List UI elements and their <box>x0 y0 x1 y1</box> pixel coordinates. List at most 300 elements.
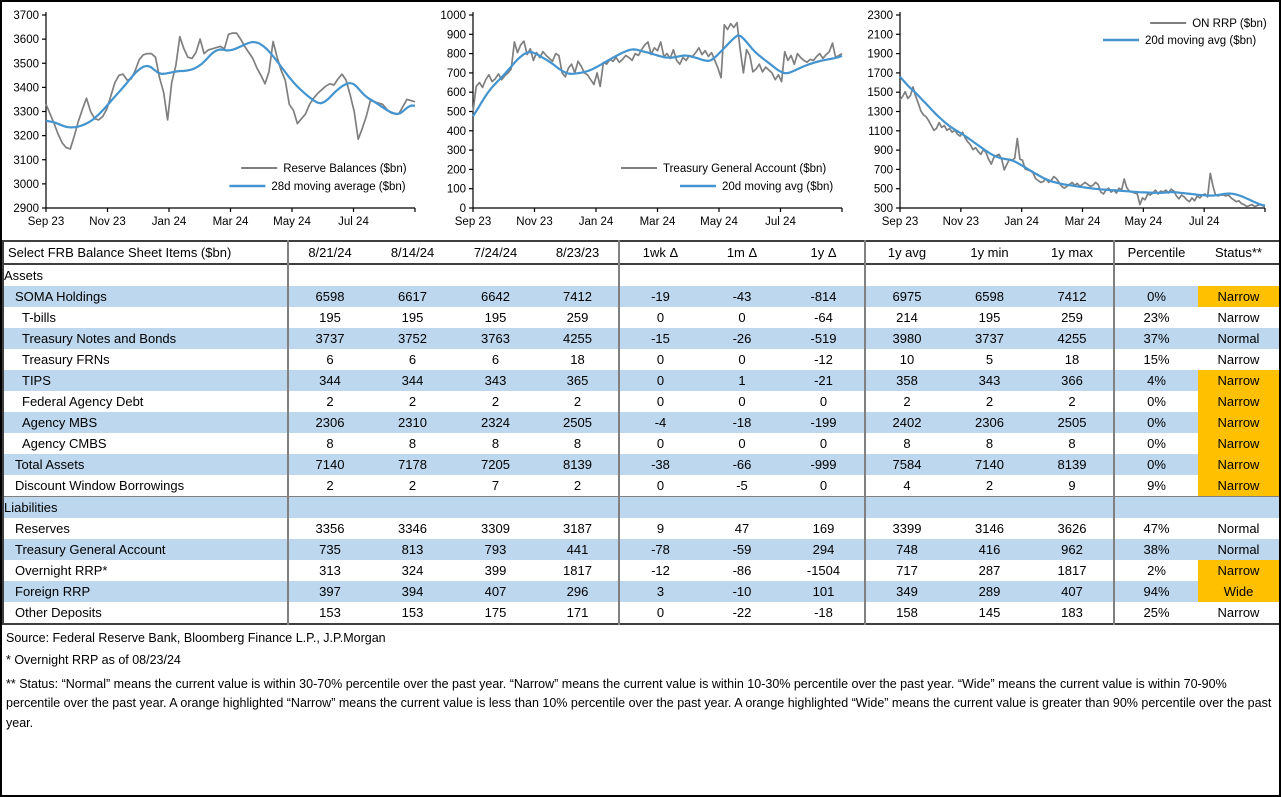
value-cell: -15 <box>619 328 701 349</box>
value-cell: -38 <box>619 454 701 475</box>
value-cell: 2306 <box>948 412 1031 433</box>
svg-text:Jul 24: Jul 24 <box>338 216 369 228</box>
status-cell: Narrow <box>1198 370 1280 391</box>
source-note: Source: Federal Reserve Bank, Bloomberg Finance L.P., J.P.Morgan <box>6 631 386 645</box>
table-row <box>3 518 1280 539</box>
value-cell: -4 <box>619 412 701 433</box>
svg-text:3600: 3600 <box>13 34 39 47</box>
table-row <box>3 286 1280 307</box>
svg-text:Mar 24: Mar 24 <box>1064 216 1101 228</box>
value-cell: 407 <box>454 581 537 602</box>
svg-text:May 24: May 24 <box>1124 216 1163 228</box>
percentile-cell: 0% <box>1147 436 1166 451</box>
treasury-general-account-chart-svg <box>429 2 856 238</box>
svg-text:1100: 1100 <box>868 125 893 138</box>
value-cell: 0 <box>656 352 665 367</box>
table-row <box>3 264 1280 286</box>
svg-text:Reserve Balances ($bn): Reserve Balances ($bn) <box>283 163 407 175</box>
value-cell: 6 <box>491 352 500 367</box>
svg-text:400: 400 <box>446 125 466 138</box>
value-cell: 717 <box>896 563 918 578</box>
value-cell: -999 <box>783 454 865 475</box>
value-cell: 6598 <box>948 286 1031 307</box>
row-label-cell: Overnight RRP* <box>3 560 288 581</box>
percentile-cell: 37% <box>1114 328 1198 349</box>
svg-text:900: 900 <box>446 29 466 42</box>
status-cell: Wide <box>1198 581 1280 602</box>
svg-text:600: 600 <box>446 87 466 100</box>
balance-sheet-table <box>2 240 1281 625</box>
svg-text:100: 100 <box>446 183 466 196</box>
value-cell: 171 <box>537 602 619 624</box>
value-cell: 2505 <box>537 412 619 433</box>
table-row <box>3 328 1280 349</box>
value-cell: 343 <box>454 370 537 391</box>
status-cell: Narrow <box>1198 433 1280 454</box>
row-label-cell: Discount Window Borrowings <box>3 475 288 497</box>
svg-text:Jan 24: Jan 24 <box>578 216 614 228</box>
value-cell: 313 <box>319 563 341 578</box>
value-cell: 416 <box>948 539 1031 560</box>
value-cell: 183 <box>1031 602 1114 624</box>
value-cell: 1817 <box>537 560 619 581</box>
svg-text:300: 300 <box>873 203 893 215</box>
value-cell: 441 <box>537 539 619 560</box>
svg-text:3300: 3300 <box>13 106 39 119</box>
status-cell: Narrow <box>1198 286 1280 307</box>
value-cell <box>948 264 1031 286</box>
percentile-cell: 0% <box>1147 394 1166 409</box>
svg-text:700: 700 <box>873 164 893 177</box>
table-row <box>3 602 1280 624</box>
table-header-row <box>3 241 1280 264</box>
value-cell: 6642 <box>454 286 537 307</box>
value-cell: 153 <box>319 605 341 620</box>
svg-text:May 24: May 24 <box>273 216 311 228</box>
column-header: 1y min <box>970 245 1009 260</box>
value-cell: 287 <box>978 563 1001 578</box>
value-cell: 8139 <box>1031 454 1114 475</box>
column-header: Percentile <box>1127 245 1186 260</box>
svg-text:Nov 23: Nov 23 <box>89 216 126 228</box>
value-cell: 3763 <box>454 328 537 349</box>
status-cell: Normal <box>1198 328 1280 349</box>
on-rrp-chart <box>856 2 1281 238</box>
value-cell: 7140 <box>288 454 371 475</box>
value-cell: 9 <box>656 521 665 536</box>
svg-text:Sep 23: Sep 23 <box>881 216 919 228</box>
table-row <box>3 497 1280 519</box>
value-cell: 2 <box>537 391 619 412</box>
value-cell: 2 <box>408 478 417 493</box>
table-title: Select FRB Balance Sheet Items ($bn) <box>3 241 288 264</box>
percentile-cell <box>1114 497 1198 519</box>
column-header: 8/23/23 <box>537 241 619 264</box>
row-label-cell: Treasury General Account <box>3 539 288 560</box>
status-cell: Narrow <box>1217 310 1260 325</box>
value-cell: 145 <box>978 605 1001 620</box>
row-label-cell: Other Deposits <box>3 602 288 624</box>
value-cell: 3 <box>619 581 701 602</box>
value-cell: 397 <box>288 581 371 602</box>
value-cell: -86 <box>732 563 752 578</box>
status-cell <box>1198 264 1280 286</box>
svg-text:Treasury General Account ($bn): Treasury General Account ($bn) <box>663 163 827 175</box>
row-label-cell: TIPS <box>3 370 288 391</box>
value-cell: 158 <box>896 605 918 620</box>
value-cell: -814 <box>783 286 865 307</box>
column-header: 1y max <box>1031 241 1114 264</box>
value-cell: 394 <box>371 581 454 602</box>
value-cell: -59 <box>701 539 783 560</box>
value-cell: -1504 <box>783 560 865 581</box>
value-cell: 7140 <box>948 454 1031 475</box>
value-cell: 7412 <box>1031 286 1114 307</box>
value-cell <box>619 264 701 286</box>
rrp-footnote: * Overnight RRP as of 08/23/24 <box>6 653 181 667</box>
value-cell: -199 <box>783 412 865 433</box>
value-cell <box>371 264 454 286</box>
svg-text:Jul 24: Jul 24 <box>765 216 796 228</box>
value-cell: 399 <box>484 563 507 578</box>
value-cell: 296 <box>537 581 619 602</box>
status-cell: Normal <box>1217 521 1260 536</box>
table-row <box>3 391 1280 412</box>
svg-text:0: 0 <box>459 203 466 215</box>
value-cell: -64 <box>783 307 865 328</box>
value-cell: 2 <box>537 475 619 497</box>
column-header: 7/24/24 <box>473 245 518 260</box>
value-cell: -66 <box>701 454 783 475</box>
value-cell: 2 <box>1031 391 1114 412</box>
svg-text:Mar 24: Mar 24 <box>212 216 249 228</box>
status-cell: Narrow <box>1217 605 1260 620</box>
table-row <box>3 560 1280 581</box>
svg-text:2900: 2900 <box>13 203 39 215</box>
value-cell: 214 <box>896 310 918 325</box>
value-cell: 2402 <box>865 412 948 433</box>
value-cell: 6975 <box>865 286 948 307</box>
value-cell: 6598 <box>288 286 371 307</box>
value-cell: 259 <box>1031 307 1114 328</box>
value-cell: -12 <box>783 349 865 370</box>
svg-text:28d moving average ($bn): 28d moving average ($bn) <box>271 181 406 193</box>
value-cell: -26 <box>701 328 783 349</box>
svg-text:500: 500 <box>873 183 893 196</box>
svg-text:Jan 24: Jan 24 <box>1004 216 1039 228</box>
value-cell: 7412 <box>537 286 619 307</box>
row-label-cell: Federal Agency Debt <box>3 391 288 412</box>
value-cell: 343 <box>948 370 1031 391</box>
value-cell <box>701 264 783 286</box>
svg-text:Mar 24: Mar 24 <box>639 216 676 228</box>
value-cell: 365 <box>537 370 619 391</box>
svg-text:3400: 3400 <box>13 82 39 95</box>
value-cell: 344 <box>371 370 454 391</box>
percentile-cell: 9% <box>1147 478 1166 493</box>
value-cell <box>454 497 537 519</box>
value-cell: 175 <box>484 605 507 620</box>
svg-text:700: 700 <box>446 67 466 80</box>
value-cell: -10 <box>701 581 783 602</box>
value-cell: 4255 <box>537 328 619 349</box>
svg-text:Sep 23: Sep 23 <box>27 216 65 228</box>
value-cell: 294 <box>783 539 865 560</box>
value-cell: -78 <box>619 539 701 560</box>
value-cell: 2 <box>903 394 911 409</box>
value-cell: 1 <box>701 370 783 391</box>
value-cell: 8 <box>408 436 417 451</box>
charts-row <box>2 2 1279 238</box>
column-header: 8/14/24 <box>390 245 435 260</box>
percentile-cell: 0% <box>1114 286 1198 307</box>
percentile-cell <box>1114 264 1198 286</box>
value-cell: 0 <box>738 310 746 325</box>
value-cell: 0 <box>656 436 665 451</box>
column-header: 1wk Δ <box>642 245 679 260</box>
value-cell: 3737 <box>288 328 371 349</box>
value-cell: 3346 <box>398 521 427 536</box>
value-cell <box>1031 264 1114 286</box>
table-row <box>3 307 1280 328</box>
value-cell: 2324 <box>454 412 537 433</box>
table-row <box>3 370 1280 391</box>
value-cell: 6 <box>326 352 334 367</box>
value-cell: 3752 <box>371 328 454 349</box>
value-cell: 8 <box>1031 433 1114 454</box>
svg-text:3100: 3100 <box>13 154 39 167</box>
value-cell <box>454 264 537 286</box>
value-cell: 7178 <box>371 454 454 475</box>
status-cell: Narrow <box>1198 475 1280 497</box>
value-cell <box>1031 497 1114 519</box>
value-cell: 2 <box>491 394 500 409</box>
value-cell <box>288 264 371 286</box>
value-cell: 8 <box>326 436 334 451</box>
svg-text:1000: 1000 <box>440 10 466 22</box>
row-label-cell: Agency CMBS <box>3 433 288 454</box>
row-label-cell: SOMA Holdings <box>3 286 288 307</box>
value-cell: 0 <box>738 436 746 451</box>
status-cell: Narrow <box>1198 412 1280 433</box>
status-cell: Narrow <box>1198 391 1280 412</box>
svg-text:3700: 3700 <box>13 10 39 22</box>
value-cell <box>783 264 865 286</box>
row-label-cell: Agency MBS <box>3 412 288 433</box>
row-label-cell: T-bills <box>3 307 288 328</box>
value-cell: -18 <box>783 602 865 624</box>
treasury-general-account-chart <box>429 2 856 238</box>
percentile-cell: 25% <box>1143 605 1170 620</box>
column-header: 1y avg <box>887 245 927 260</box>
value-cell <box>371 497 454 519</box>
value-cell <box>288 497 371 519</box>
chart-legend <box>621 163 833 193</box>
status-cell: Narrow <box>1198 454 1280 475</box>
svg-text:3000: 3000 <box>13 178 39 191</box>
value-cell <box>948 497 1031 519</box>
svg-text:800: 800 <box>446 48 466 61</box>
value-cell <box>619 497 701 519</box>
value-cell: 748 <box>865 539 948 560</box>
table-row <box>3 539 1280 560</box>
value-cell: 3187 <box>537 518 619 539</box>
value-cell: 9 <box>1031 475 1114 497</box>
value-cell: -519 <box>783 328 865 349</box>
value-cell: -22 <box>732 605 752 620</box>
value-cell: 349 <box>865 581 948 602</box>
svg-text:20d moving avg ($bn): 20d moving avg ($bn) <box>722 181 834 193</box>
percentile-cell: 4% <box>1114 370 1198 391</box>
svg-text:900: 900 <box>873 145 893 158</box>
value-cell <box>537 497 619 519</box>
value-cell: 324 <box>401 563 424 578</box>
percentile-cell: 0% <box>1114 412 1198 433</box>
value-cell: 195 <box>401 310 424 325</box>
table-row <box>3 349 1280 370</box>
value-cell: 18 <box>537 349 619 370</box>
svg-text:300: 300 <box>446 145 466 158</box>
value-cell: 2 <box>326 478 334 493</box>
svg-text:3200: 3200 <box>13 130 39 143</box>
svg-text:500: 500 <box>446 106 466 119</box>
on-rrp-chart-svg <box>856 2 1279 238</box>
value-cell: 7205 <box>454 454 537 475</box>
percentile-cell: 0% <box>1114 454 1198 475</box>
value-cell: 3626 <box>1031 518 1114 539</box>
row-label-cell: Reserves <box>3 518 288 539</box>
percentile-cell: 47% <box>1143 521 1170 536</box>
svg-text:Sep 23: Sep 23 <box>454 216 492 228</box>
row-label-cell: Treasury Notes and Bonds <box>3 328 288 349</box>
value-cell: 4255 <box>1031 328 1114 349</box>
value-cell: 2 <box>985 478 994 493</box>
value-cell: 0 <box>783 475 865 497</box>
value-cell: 101 <box>783 581 865 602</box>
row-label-cell: Liabilities <box>3 497 288 519</box>
svg-text:2300: 2300 <box>867 10 893 22</box>
svg-text:Nov 23: Nov 23 <box>942 216 980 228</box>
value-cell: 8 <box>903 436 911 451</box>
value-cell: 0 <box>656 478 665 493</box>
value-cell: 0 <box>656 310 665 325</box>
value-cell: 289 <box>948 581 1031 602</box>
value-cell: 358 <box>865 370 948 391</box>
svg-text:May 24: May 24 <box>700 216 738 228</box>
value-cell: 0 <box>738 394 746 409</box>
table-row <box>3 475 1280 497</box>
value-cell: 2306 <box>288 412 371 433</box>
value-cell: 0 <box>783 433 865 454</box>
percentile-cell: 23% <box>1143 310 1170 325</box>
svg-text:1500: 1500 <box>867 87 893 100</box>
value-cell: 8 <box>985 436 994 451</box>
column-header: Status** <box>1215 245 1262 260</box>
value-cell: -18 <box>701 412 783 433</box>
value-cell: 962 <box>1031 539 1114 560</box>
svg-text:3500: 3500 <box>13 58 39 71</box>
column-header: 1m Δ <box>726 245 758 260</box>
row-label-cell: Foreign RRP <box>3 581 288 602</box>
value-cell: 195 <box>484 310 507 325</box>
value-cell: 8 <box>491 436 500 451</box>
value-cell: 2 <box>985 394 994 409</box>
svg-text:Nov 23: Nov 23 <box>516 216 553 228</box>
column-header: 1y Δ <box>783 241 865 264</box>
footnotes <box>2 625 1279 733</box>
svg-text:1900: 1900 <box>867 48 893 61</box>
value-cell: 344 <box>288 370 371 391</box>
value-cell: 0 <box>738 352 746 367</box>
value-cell: 735 <box>288 539 371 560</box>
svg-text:200: 200 <box>446 164 466 177</box>
value-cell: 0 <box>656 605 665 620</box>
table-head <box>3 241 1280 264</box>
value-cell: 2 <box>326 394 334 409</box>
value-cell <box>865 497 948 519</box>
value-cell: -21 <box>783 370 865 391</box>
status-cell: Narrow <box>1217 352 1260 367</box>
value-cell: 3399 <box>892 521 922 536</box>
value-cell: 813 <box>371 539 454 560</box>
value-cell: 10 <box>899 352 915 367</box>
value-cell: 366 <box>1031 370 1114 391</box>
chart-legend <box>1103 18 1267 47</box>
value-cell: 3146 <box>975 521 1004 536</box>
value-cell: 407 <box>1031 581 1114 602</box>
svg-text:20d moving avg ($bn): 20d moving avg ($bn) <box>1145 35 1257 47</box>
value-cell: 3309 <box>481 521 510 536</box>
value-cell: 0 <box>619 370 701 391</box>
status-cell: Normal <box>1198 539 1280 560</box>
value-cell: 0 <box>656 394 665 409</box>
chart-legend <box>229 163 406 193</box>
table-row <box>3 433 1280 454</box>
value-cell: -5 <box>736 478 748 493</box>
table-row <box>3 412 1280 433</box>
table-row <box>3 454 1280 475</box>
table-body <box>3 264 1280 624</box>
value-cell: 18 <box>1031 349 1114 370</box>
value-cell: 2505 <box>1031 412 1114 433</box>
value-cell: 5 <box>985 352 994 367</box>
value-cell: 8139 <box>537 454 619 475</box>
value-cell: 3356 <box>315 521 345 536</box>
value-cell: 195 <box>978 310 1001 325</box>
svg-text:ON RRP ($bn): ON RRP ($bn) <box>1192 18 1267 30</box>
percentile-cell: 15% <box>1143 352 1170 367</box>
status-cell: Narrow <box>1198 560 1280 581</box>
value-cell: 4 <box>903 478 911 493</box>
value-cell: 1817 <box>1031 560 1114 581</box>
row-label-cell: Assets <box>3 264 288 286</box>
svg-text:1700: 1700 <box>867 67 893 80</box>
reserve-balances-chart <box>2 2 429 238</box>
value-cell <box>537 264 619 286</box>
value-cell: 259 <box>537 307 619 328</box>
row-label-cell: Treasury FRNs <box>3 349 288 370</box>
value-cell: 2310 <box>371 412 454 433</box>
value-cell <box>701 497 783 519</box>
percentile-cell: 94% <box>1114 581 1198 602</box>
value-cell: 169 <box>783 518 865 539</box>
svg-text:2100: 2100 <box>867 29 893 42</box>
value-cell <box>783 497 865 519</box>
value-cell: 0 <box>783 391 865 412</box>
value-cell: 3737 <box>948 328 1031 349</box>
status-footnote: ** Status: “Normal” means the current value is within 30-70% percentile over the past year. “Narrow” means the current value is within 10-30% percentile over the past year. “Wide” means the current value is within 70-90% percentile over the past year. A orange highlighted “Narrow” means the current value is less than 10% percentile over the past year. A orange highlighted “Wide” means the current value is greater than 90% percentile over the past year. <box>6 677 1272 730</box>
value-cell <box>865 264 948 286</box>
